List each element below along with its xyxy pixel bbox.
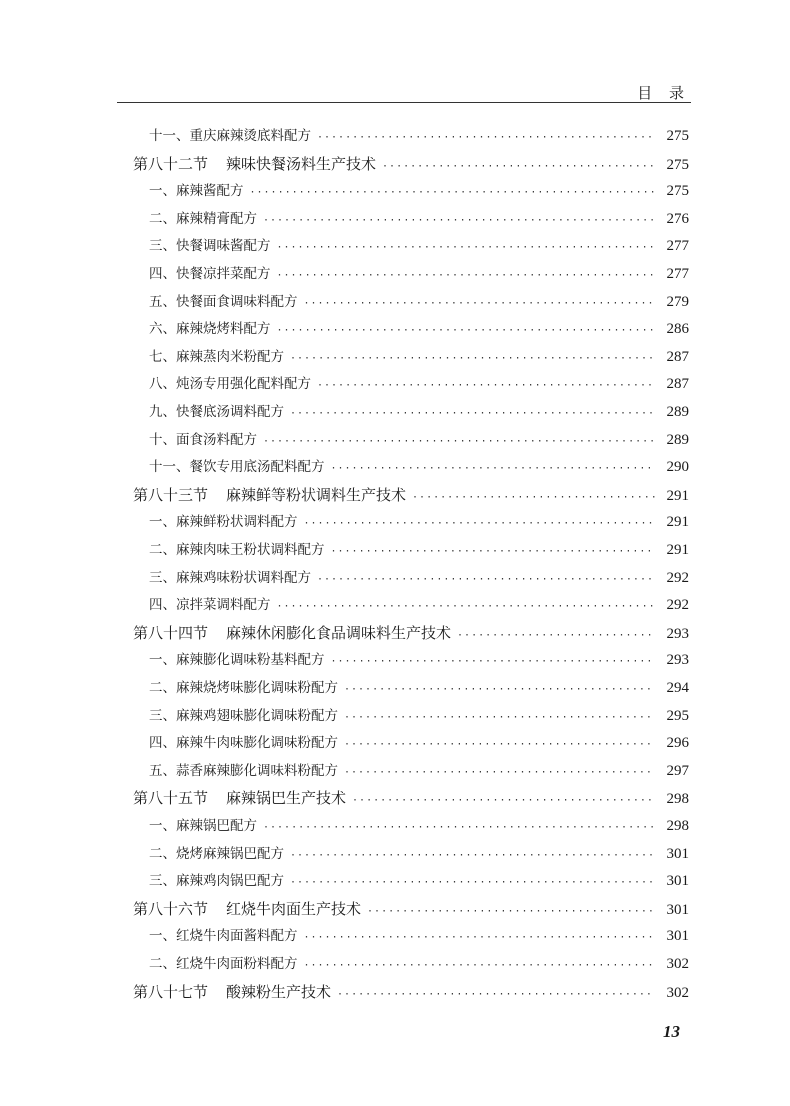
- toc-item-row[interactable]: [149, 649, 689, 671]
- toc-item-row[interactable]: [149, 705, 689, 727]
- toc-item-row[interactable]: [149, 318, 689, 340]
- toc-leader-dots: [277, 237, 656, 259]
- toc-leader-dots: [304, 927, 656, 949]
- toc-entry-label: 二、麻辣肉味王粉状调料配方: [149, 542, 325, 558]
- toc-item-row[interactable]: [149, 373, 689, 395]
- toc-section-row[interactable]: [133, 898, 689, 920]
- toc-section-title: 酸辣粉生产技术: [226, 982, 332, 1001]
- toc-page-number: 292: [666, 597, 689, 614]
- toc-entry-label: 一、麻辣酱配方: [149, 183, 244, 200]
- toc-entry-label: 五、快餐面食调味料配方: [149, 293, 298, 310]
- toc-leader-dots: [277, 596, 656, 618]
- toc-page-number: 290: [666, 459, 689, 476]
- page-header-title: 目 录: [637, 84, 690, 102]
- toc-item-row[interactable]: [149, 511, 689, 533]
- toc-section-number: 第八十三节: [133, 485, 209, 504]
- toc-page-number: 294: [666, 680, 689, 696]
- toc-page-number: 291: [666, 487, 689, 504]
- toc-section-row[interactable]: [133, 622, 689, 644]
- toc-entry-label: 七、麻辣蒸肉米粉配方: [149, 348, 284, 365]
- toc-page-number: 293: [666, 625, 689, 642]
- toc-section-number: 第八十二节: [133, 154, 209, 173]
- toc-leader-dots: [263, 210, 655, 232]
- toc-leader-dots: [304, 955, 656, 977]
- toc-page-number: 289: [666, 404, 689, 420]
- toc-entry-label: 十一、重庆麻辣烫底料配方: [149, 128, 311, 144]
- toc-leader-dots: [331, 651, 656, 673]
- toc-page-number: 301: [666, 845, 689, 862]
- toc-section-number: 第八十五节: [133, 789, 209, 808]
- toc-page-number: 292: [666, 569, 689, 586]
- toc-section-title: 辣味快餐汤料生产技术: [226, 154, 377, 173]
- toc-page-number: 277: [666, 238, 689, 255]
- toc-section-number: 第八十六节: [133, 899, 209, 918]
- toc-item-row[interactable]: [149, 953, 689, 975]
- toc-page-number: 275: [666, 128, 689, 144]
- toc-entry-label: 二、红烧牛肉面粉料配方: [149, 956, 298, 972]
- toc-entry-label: 八、炖汤专用强化配料配方: [149, 376, 311, 393]
- toc-page-number: 301: [666, 928, 689, 945]
- toc-leader-dots: [344, 762, 655, 784]
- toc-item-row[interactable]: [149, 429, 689, 451]
- toc-page-number: 291: [666, 542, 689, 558]
- toc-leader-dots: [331, 458, 656, 480]
- toc-leader-dots: [337, 984, 655, 1006]
- toc-page-number: 291: [666, 514, 689, 531]
- toc-item-row[interactable]: [149, 870, 689, 892]
- toc-leader-dots: [331, 541, 656, 563]
- toc-leader-dots: [367, 901, 655, 923]
- toc-section-title: 麻辣鲜等粉状调料生产技术: [226, 485, 407, 504]
- toc-leader-dots: [290, 403, 655, 425]
- toc-leader-dots: [290, 872, 655, 894]
- toc-page-number: 298: [666, 791, 689, 808]
- toc-leader-dots: [457, 625, 655, 647]
- toc-leader-dots: [304, 513, 656, 535]
- toc-page-number: 301: [666, 873, 689, 890]
- toc-item-row[interactable]: [149, 456, 689, 478]
- toc-entry-label: 六、麻辣烧烤料配方: [149, 321, 271, 338]
- toc-item-row[interactable]: [149, 843, 689, 865]
- toc-entry-label: 一、麻辣膨化调味粉基料配方: [149, 652, 325, 669]
- toc-leader-dots: [412, 487, 655, 509]
- toc-item-row[interactable]: [149, 235, 689, 257]
- toc-entry-label: 三、麻辣鸡翅味膨化调味粉配方: [149, 707, 338, 724]
- toc-section-title: 麻辣休闲膨化食品调味料生产技术: [226, 623, 452, 642]
- toc-leader-dots: [263, 431, 655, 453]
- toc-page-number: 302: [666, 984, 689, 1001]
- toc-page-number: 287: [666, 348, 689, 365]
- toc-page-number: 287: [666, 376, 689, 393]
- toc-section-row[interactable]: [133, 484, 689, 506]
- toc-entry-label: [133, 622, 451, 644]
- toc-entry-label: 四、快餐凉拌菜配方: [149, 266, 271, 282]
- toc-leader-dots: [317, 127, 655, 149]
- toc-page-number: 289: [666, 431, 689, 448]
- toc-item-row[interactable]: [149, 125, 689, 147]
- toc-item-row[interactable]: [149, 346, 689, 368]
- toc-entry-label: 三、麻辣鸡肉锅巴配方: [149, 873, 284, 890]
- page-number: 13: [663, 1022, 680, 1041]
- toc-leader-dots: [344, 707, 655, 729]
- toc-leader-dots: [344, 679, 655, 701]
- toc-leader-dots: [304, 293, 656, 315]
- toc-entry-label: 九、快餐底汤调料配方: [149, 404, 284, 420]
- toc-item-row[interactable]: [149, 594, 689, 616]
- toc-entry-label: 十、面食汤料配方: [149, 431, 257, 448]
- toc-item-row[interactable]: [149, 815, 689, 837]
- toc-item-row[interactable]: [149, 925, 689, 947]
- header-divider: [117, 102, 691, 103]
- toc-item-row[interactable]: [149, 180, 689, 202]
- toc-entry-label: 十一、餐饮专用底汤配料配方: [149, 459, 325, 476]
- toc-leader-dots: [344, 734, 655, 756]
- toc-entry-label: 一、麻辣锅巴配方: [149, 818, 257, 834]
- toc-page-number: 279: [666, 293, 689, 310]
- toc-leader-dots: [250, 182, 656, 204]
- toc-item-row[interactable]: [149, 677, 689, 699]
- toc-leader-dots: [263, 817, 655, 839]
- toc-entry-label: 二、麻辣精膏配方: [149, 210, 257, 227]
- toc-entry-label: 一、麻辣鲜粉状调料配方: [149, 514, 298, 531]
- toc-entry-label: [133, 153, 376, 175]
- toc-item-row[interactable]: [149, 401, 689, 423]
- toc-entry-label: 二、麻辣烧烤味膨化调味粉配方: [149, 680, 338, 696]
- toc-section-row[interactable]: [133, 153, 689, 175]
- toc-section-row[interactable]: [133, 981, 689, 1003]
- toc-page-number: 277: [666, 266, 689, 282]
- toc-item-row[interactable]: [149, 760, 689, 782]
- toc-entry-label: 五、蒜香麻辣膨化调味料粉配方: [149, 762, 338, 779]
- toc-page-number: 297: [666, 762, 689, 779]
- toc-section-number: 第八十四节: [133, 623, 209, 642]
- toc-leader-dots: [317, 569, 655, 591]
- toc-item-row[interactable]: [149, 291, 689, 313]
- toc-section-row[interactable]: [133, 787, 689, 809]
- toc-section-number: 第八十七节: [133, 982, 209, 1001]
- toc-page-number: 293: [666, 652, 689, 669]
- toc-leader-dots: [290, 348, 655, 370]
- toc-entry-label: [133, 787, 346, 809]
- toc-item-row[interactable]: [149, 263, 689, 285]
- toc-section-title: 麻辣锅巴生产技术: [226, 789, 347, 808]
- toc-leader-dots: [277, 320, 656, 342]
- toc-item-row[interactable]: [149, 567, 689, 589]
- toc-page-number: 276: [666, 210, 689, 227]
- toc-entry-label: [133, 484, 406, 506]
- toc-entry-label: 三、快餐调味酱配方: [149, 238, 271, 255]
- toc-item-row[interactable]: [149, 539, 689, 561]
- toc-page-number: 275: [666, 156, 689, 173]
- toc-entry-label: [133, 898, 361, 920]
- toc-item-row[interactable]: [149, 208, 689, 230]
- toc-entry-label: 二、烧烤麻辣锅巴配方: [149, 845, 284, 862]
- toc-entry-label: 一、红烧牛肉面酱料配方: [149, 928, 298, 945]
- toc-page-number: 301: [666, 901, 689, 918]
- toc-page-number: 298: [666, 818, 689, 834]
- toc-entry-label: 四、麻辣牛肉味膨化调味粉配方: [149, 735, 338, 752]
- toc-leader-dots: [317, 375, 655, 397]
- toc-page-number: 286: [666, 321, 689, 338]
- toc-entry-label: 三、麻辣鸡味粉状调料配方: [149, 569, 311, 586]
- toc-leader-dots: [277, 265, 656, 287]
- toc-entry-label: 四、凉拌菜调料配方: [149, 597, 271, 614]
- toc-leader-dots: [382, 156, 655, 178]
- toc-item-row[interactable]: [149, 732, 689, 754]
- toc-leader-dots: [352, 790, 655, 812]
- toc-entry-label: [133, 981, 331, 1003]
- toc-page-number: 295: [666, 707, 689, 724]
- toc-leader-dots: [290, 845, 655, 867]
- toc-page-number: 275: [666, 183, 689, 200]
- toc-section-title: 红烧牛肉面生产技术: [226, 899, 362, 918]
- toc-page-number: 302: [666, 956, 689, 972]
- toc-page-number: 296: [666, 735, 689, 752]
